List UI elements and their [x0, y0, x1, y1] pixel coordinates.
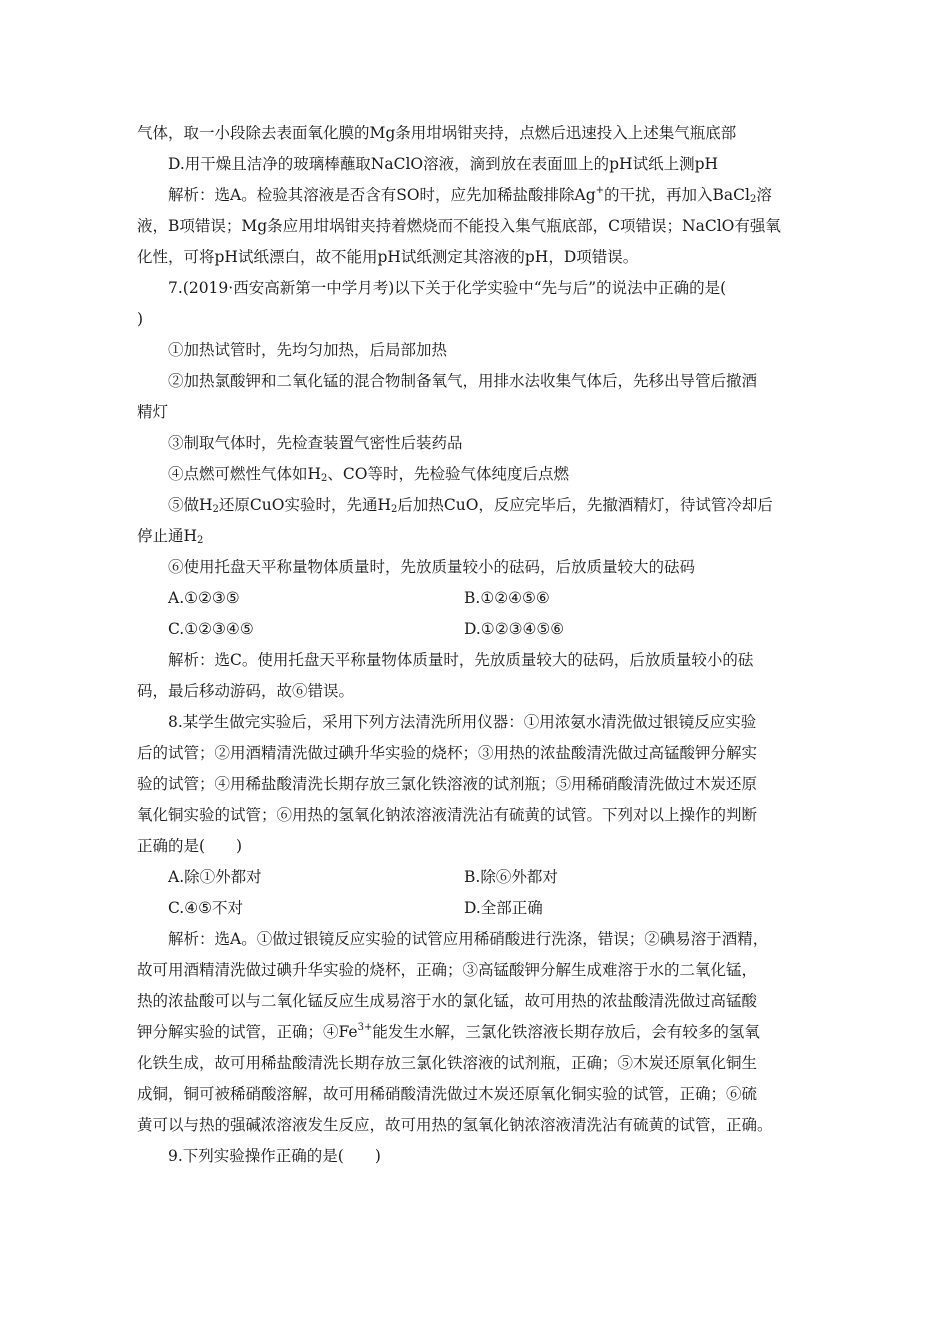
q7-item-4: ④点燃可燃性气体如$H_2$、CO等时，先检验气体纯度后点燃 [168, 465, 569, 484]
question-7: 7.(2019·西安高新第一中学月考)以下关于化学实验中“先与后”的说法中正确的是( [168, 279, 727, 297]
answer-q7: 解析：选C。使用托盘天平称量物体质量时，先放质量较大的砝码，后放质量较小的砝 [168, 651, 754, 669]
question-8: 8.某学生做完实验后，采用下列方法清洗所用仪器：①用浓氨水清洗做过银镜反应实验 [168, 713, 757, 731]
q7-item-1: ①加热试管时，先均匀加热，后局部加热 [168, 341, 448, 359]
question-8-line3: 验的试管；④用稀盐酸清洗长期存放三氯化铁溶液的试剂瓶；⑤用稀硝酸清洗做过木炭还原 [137, 775, 758, 793]
question-8-line4: 氧化铜实验的试管；⑥用热的氢氧化钠浓溶液清洗沾有硫黄的试管。下列对以上操作的判断 [137, 806, 758, 824]
answer-q8-line4: 钾分解实验的试管，正确；$④Fe^{3+}$能发生水解，三氯化铁溶液长期存放后，会有较多的氢氧 [137, 1022, 760, 1041]
answer-q8-line7: 黄可以与热的强碱浓溶液发生反应，故可用热的氢氧化钠浓溶液清洗沾有硫黄的试管，正确。 [137, 1116, 773, 1134]
q7-option-d: D.①②③④⑤⑥ [464, 620, 565, 638]
q7-option-c: C.①②③④⑤ [168, 620, 254, 638]
q7-options-row-2 [137, 614, 817, 645]
q7-option-a: A.①②③⑤ [168, 589, 240, 607]
q7-item-5: ⑤做$H_2$还原CuO实验时，先通$H_2$后加热CuO，反应完毕后，先撤酒精灯，待试管冷却后 [168, 496, 773, 515]
q8-option-a: A.除①外都对 [168, 868, 262, 886]
page-content [137, 118, 817, 1172]
q8-options-row-1 [137, 862, 817, 893]
q8-options-row-2 [137, 893, 817, 924]
answer-q7-line2: 码，最后移动游码，故⑥错误。 [137, 682, 355, 700]
question-7-cont: ) [137, 310, 144, 328]
q8-option-b: B.除⑥外都对 [464, 868, 558, 886]
q7-item-6: ⑥使用托盘天平称量物体质量时，先放质量较小的砝码，后放质量较大的砝码 [168, 558, 696, 576]
answer-q8-line6: 成铜，铜可被稀硝酸溶解，故可用稀硝酸清洗做过木炭还原氧化铜实验的试管，正确；⑥硫 [137, 1085, 758, 1103]
q7-item-5-cont: 停止通$H_2$ [137, 527, 204, 546]
q7-item-2-cont: 精灯 [137, 403, 169, 421]
answer-q8-line2: 故可用酒精清洗做过碘升华实验的烧杯，正确；③高锰酸钾分解生成难溶于水的二氧化锰， [137, 961, 758, 979]
answer-q6: 解析：选A。检验其溶液是否含有SO时，应先加稀盐酸排除Ag+的干扰，再加入BaCl$_2$溶 [168, 185, 772, 205]
answer-q8-line3: 热的浓盐酸可以与二氧化锰反应生成易溶于水的氯化锰，故可用热的浓盐酸清洗做过高锰酸 [137, 992, 758, 1010]
answer-q6-line2: 液，B项错误；Mg条应用坩埚钳夹持着燃烧而不能投入集气瓶底部，C项错误；NaClO有强氧 [137, 217, 781, 235]
question-8-line2: 后的试管；②用酒精清洗做过碘升华实验的烧杯；③用热的浓盐酸清洗做过高锰酸钾分解实 [137, 744, 758, 762]
option-d-q6: D.用干燥且洁净的玻璃棒蘸取NaClO溶液，滴到放在表面皿上的pH试纸上测pH [168, 155, 719, 173]
q7-item-2: ②加热氯酸钾和二氧化锰的混合物制备氧气，用排水法收集气体后，先移出导管后撤酒 [168, 372, 758, 390]
q8-option-c: C.④⑤不对 [168, 899, 244, 917]
q7-option-b: B.①②④⑤⑥ [464, 589, 550, 607]
answer-q8-line5: 化铁生成，故可用稀盐酸清洗长期存放三氯化铁溶液的试剂瓶，正确；⑤木炭还原氧化铜生 [137, 1054, 758, 1072]
q7-options-row-1 [137, 583, 817, 614]
q8-option-d: D.全部正确 [464, 899, 543, 917]
text-line: 气体，取一小段除去表面氧化膜的Mg条用坩埚钳夹持，点燃后迅速投入上述集气瓶底部 [137, 124, 737, 142]
question-9: 9.下列实验操作正确的是( ) [168, 1147, 381, 1165]
answer-q6-line3: 化性，可将pH试纸漂白，故不能用pH试纸测定其溶液的pH，D项错误。 [137, 248, 639, 266]
question-8-line5: 正确的是( ) [137, 837, 243, 855]
answer-q8: 解析：选A。①做过银镜反应实验的试管应用稀硝酸进行洗涤，错误；②碘易溶于酒精， [168, 930, 769, 948]
q7-item-3: ③制取气体时，先检查装置气密性后装药品 [168, 434, 463, 452]
